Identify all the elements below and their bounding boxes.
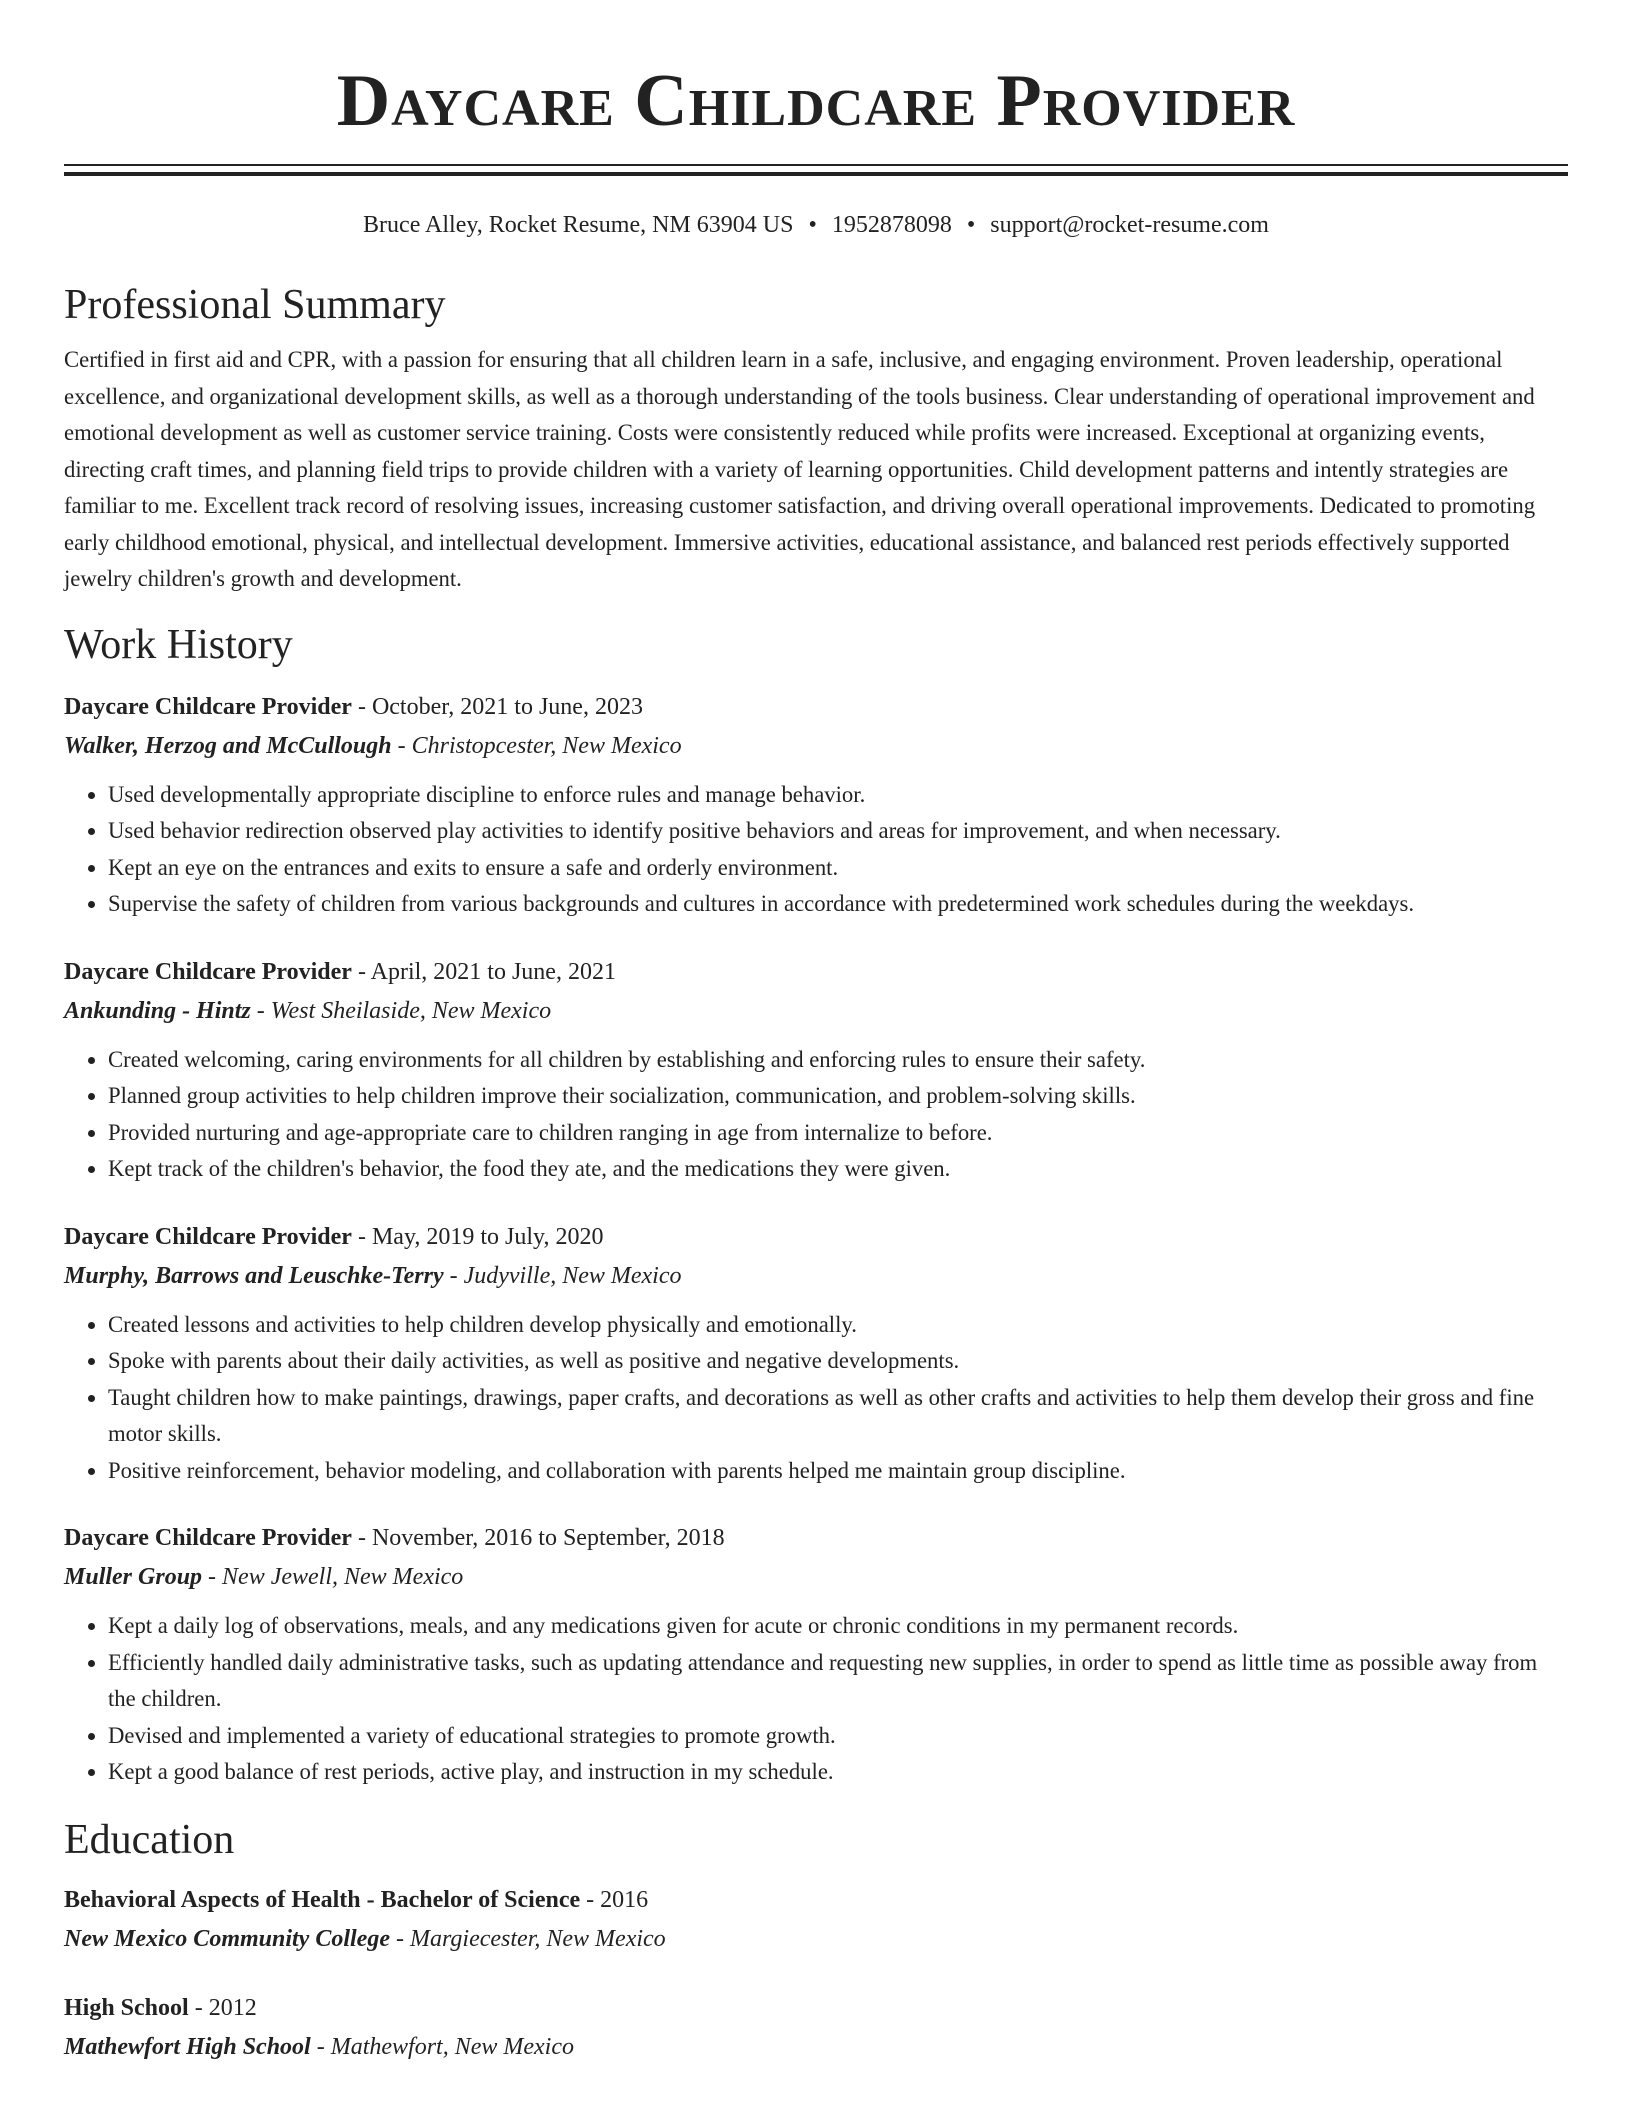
job-company-line	[64, 1257, 1568, 1296]
job-duty-item: • Efficiently handled daily administrative tasks, such as updating attendance and requesting new supplies, in order to spend as little time as possible away from the children.	[108, 1645, 1568, 1718]
job-company-line	[64, 992, 1568, 1031]
job-duty-item: • Taught children how to make paintings, drawings, paper crafts, and decorations as well as other crafts and activities to help them develop their gross and fine motor skills.	[108, 1380, 1568, 1453]
job-title-line	[64, 953, 1568, 992]
job-company: Walker, Herzog and McCullough	[64, 732, 392, 759]
job-duty-item: • Positive reinforcement, behavior modeling, and collaboration with parents helped me maintain group discipline.	[108, 1453, 1568, 1490]
job-entry	[64, 1519, 1568, 1791]
job-duty-item: • Kept a good balance of rest periods, active play, and instruction in my schedule.	[108, 1754, 1568, 1791]
job-duties-list	[64, 1042, 1568, 1188]
job-company: Muller Group	[64, 1564, 203, 1590]
education-school: New Mexico Community College	[64, 1925, 390, 1952]
header-divider-thick	[64, 172, 1568, 176]
job-company: Murphy, Barrows and Leuschke-Terry	[64, 1262, 444, 1289]
job-dates: - April, 2021 to June, 2021	[351, 958, 616, 985]
education-location: - Mathewfort, New Mexico	[310, 2033, 574, 2060]
education-location: - Margiecester, New Mexico	[389, 1925, 666, 1952]
job-duty-item: • Devised and implemented a variety of educational strategies to promote growth.	[108, 1718, 1568, 1755]
job-dates: - November, 2016 to September, 2018	[351, 1525, 725, 1551]
education-degree-line	[64, 1881, 1568, 1920]
job-dates: - May, 2019 to July, 2020	[351, 1223, 604, 1250]
job-dates: - October, 2021 to June, 2023	[351, 693, 643, 720]
contact-separator: •	[966, 212, 976, 238]
summary-paragraph: Certified in first aid and CPR, with a passion for ensuring that all children learn in a safe, inclusive, and engaging environment. Proven leadership, operational excellence, and organizational development skills, as well as a thorough understanding of the tools business. Clear understanding of operational improvement and emotional development as well as customer service training. Costs were consistently reduced while profits were increased. Exceptional at organizing events, directing craft times, and planning field trips to provide children with a variety of learning opportunities. Child development patterns and intently strategies are familiar to me. Excellent track record of resolving issues, increasing customer satisfaction, and driving overall operational improvements. Dedicated to promoting early childhood emotional, physical, and intellectual development. Immersive activities, educational assistance, and balanced rest periods effectively supported jewelry children's growth and development.	[64, 347, 1536, 591]
job-duty-item: • Created welcoming, caring environments for all children by establishing and enforcing rules to ensure their safety.	[108, 1042, 1568, 1079]
job-duty-item: • Kept a daily log of observations, meals, and any medications given for acute or chronic conditions in my permanent records.	[108, 1608, 1568, 1645]
job-company-line	[64, 727, 1568, 766]
job-role: Daycare Childcare Provider	[64, 693, 352, 720]
job-duty-item: • Planned group activities to help children improve their socialization, communication, and problem-solving skills.	[108, 1078, 1568, 1115]
job-duty-item: • Created lessons and activities to help children develop physically and emotionally.	[108, 1307, 1568, 1344]
job-location: - Judyville, New Mexico	[443, 1262, 682, 1289]
job-duty-item: • Used developmentally appropriate discipline to enforce rules and manage behavior.	[108, 777, 1568, 814]
education-degree: Behavioral Aspects of Health - Bachelor of Science	[64, 1886, 581, 1913]
job-location: - West Sheilaside, New Mexico	[250, 997, 552, 1024]
job-duty-item: • Provided nurturing and age-appropriate care to children ranging in age from internalize to before.	[108, 1115, 1568, 1152]
summary-section-title: Professional Summary	[64, 282, 446, 328]
resume-name-heading: Daycare Childcare Provider	[336, 60, 1296, 142]
work-history-section-title: Work History	[64, 621, 293, 668]
job-role: Daycare Childcare Provider	[64, 1525, 352, 1551]
job-title-line	[64, 688, 1568, 727]
job-duties-list	[64, 1307, 1568, 1490]
education-school: Mathewfort High School	[64, 2033, 311, 2060]
job-entry	[64, 953, 1568, 1188]
job-location: - New Jewell, New Mexico	[202, 1564, 464, 1590]
job-entry	[64, 688, 1568, 923]
job-duties-list	[64, 777, 1568, 923]
job-duty-item: • Kept track of the children's behavior, the food they ate, and the medications they were given.	[108, 1151, 1568, 1188]
job-duty-item: • Used behavior redirection observed play activities to identify positive behaviors and areas for improvement, and when necessary.	[108, 813, 1568, 850]
job-duty-item: • Spoke with parents about their daily activities, as well as positive and negative developments.	[108, 1343, 1568, 1380]
job-title-line	[64, 1519, 1568, 1558]
contact-separator: •	[808, 212, 817, 238]
education-school-line	[64, 2028, 1568, 2067]
education-degree: High School	[64, 1994, 189, 2021]
contact-email: support@rocket-resume.com	[990, 212, 1269, 238]
education-year: - 2016	[580, 1886, 649, 1913]
job-duty-item: • Kept an eye on the entrances and exits to ensure a safe and orderly environment.	[108, 850, 1568, 887]
header-divider-thin	[64, 164, 1568, 166]
contact-address: Bruce Alley, Rocket Resume, NM 63904 US	[363, 212, 794, 238]
job-title-line	[64, 1218, 1568, 1257]
job-duties-list	[64, 1608, 1568, 1791]
job-location: - Christopcester, New Mexico	[391, 732, 682, 759]
education-entry	[64, 1989, 1568, 2067]
education-degree-line	[64, 1989, 1568, 2028]
job-duty-item: • Supervise the safety of children from various backgrounds and cultures in accordance with predetermined work schedules during the weekdays.	[108, 886, 1568, 923]
job-entry	[64, 1218, 1568, 1490]
job-role: Daycare Childcare Provider	[64, 958, 352, 985]
education-year: - 2012	[188, 1994, 257, 2021]
job-role: Daycare Childcare Provider	[64, 1223, 352, 1250]
job-company: Ankunding - Hintz	[64, 997, 251, 1024]
job-company-line	[64, 1558, 1568, 1597]
contact-line	[64, 210, 1568, 240]
contact-phone: 1952878098	[831, 212, 952, 238]
education-section-title: Education	[64, 1816, 235, 1863]
education-school-line	[64, 1920, 1568, 1959]
education-entry	[64, 1881, 1568, 1959]
